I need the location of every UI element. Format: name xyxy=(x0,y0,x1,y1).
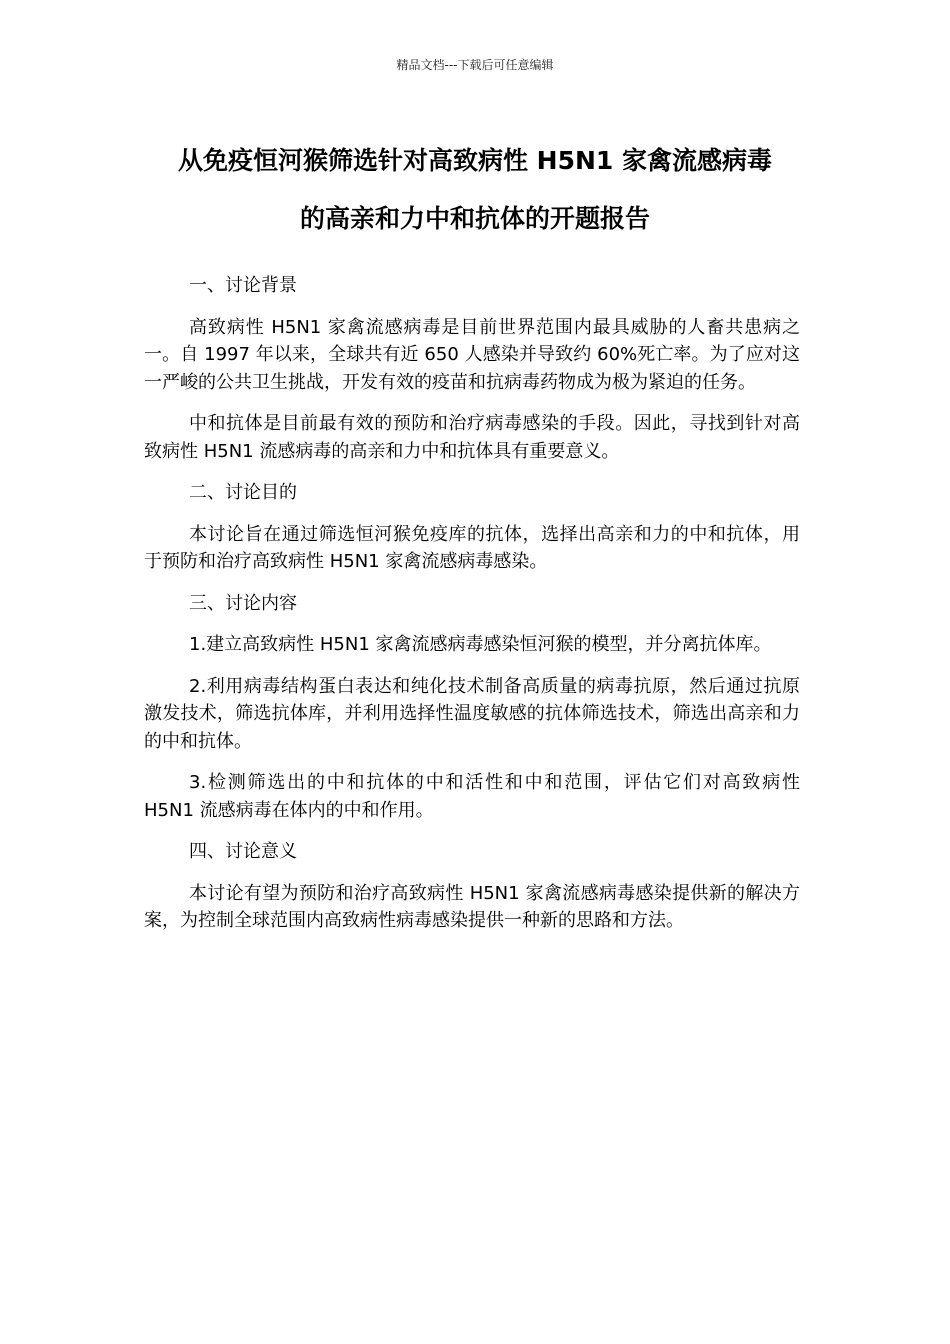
paragraph-purpose-1: 本讨论旨在通过筛选恒河猴免疫库的抗体，选择出高亲和力的中和抗体，用于预防和治疗高致病性 H5N1 家禽流感病毒感染。 xyxy=(144,523,800,572)
section-heading-background: 一、讨论背景 xyxy=(189,275,297,296)
document-title-line-2: 的高亲和力中和抗体的开题报告 xyxy=(299,204,650,233)
document-body xyxy=(144,272,800,949)
paragraph-significance-1: 本讨论有望为预防和治疗高致病性 H5N1 家禽流感病毒感染提供新的解决方案，为控制全球范围内高致病性病毒感染提供一种新的思路和方法。 xyxy=(144,882,800,931)
paragraph-background-1: 高致病性 H5N1 家禽流感病毒是目前世界范围内最具威胁的人畜共患病之一。自 1997 年以来，全球共有近 650 人感染并导致约 60%死亡率。为了应对这一严峻的公共卫生挑战，开发有效的疫苗和抗病毒药物成为极为紧迫的任务。 xyxy=(144,316,800,393)
paragraph-content-1: 1.建立高致病性 H5N1 家禽流感病毒感染恒河猴的模型，并分离抗体库。 xyxy=(189,634,772,655)
section-heading-significance: 四、讨论意义 xyxy=(189,841,297,862)
paragraph-content-3: 3.检测筛选出的中和抗体的中和活性和中和范围，评估它们对高致病性 H5N1 流感病毒在体内的中和作用。 xyxy=(144,772,800,821)
section-heading-content: 三、讨论内容 xyxy=(189,592,297,614)
section-heading-purpose: 二、讨论目的 xyxy=(189,482,297,503)
paragraph-content-2: 2.利用病毒结构蛋白表达和纯化技术制备高质量的病毒抗原，然后通过抗原激发技术，筛选抗体库，并利用选择性温度敏感的抗体筛选技术，筛选出高亲和力的中和抗体。 xyxy=(144,675,800,752)
document-title-line-1: 从免疫恒河猴筛选针对高致病性 H5N1 家禽流感病毒 xyxy=(177,146,773,175)
paragraph-background-2: 中和抗体是目前最有效的预防和治疗病毒感染的手段。因此，寻找到针对高致病性 H5N1 流感病毒的高亲和力中和抗体具有重要意义。 xyxy=(144,413,800,462)
document-title xyxy=(120,132,830,248)
page-header: 精品文档---下载后可任意编辑 xyxy=(396,58,554,72)
